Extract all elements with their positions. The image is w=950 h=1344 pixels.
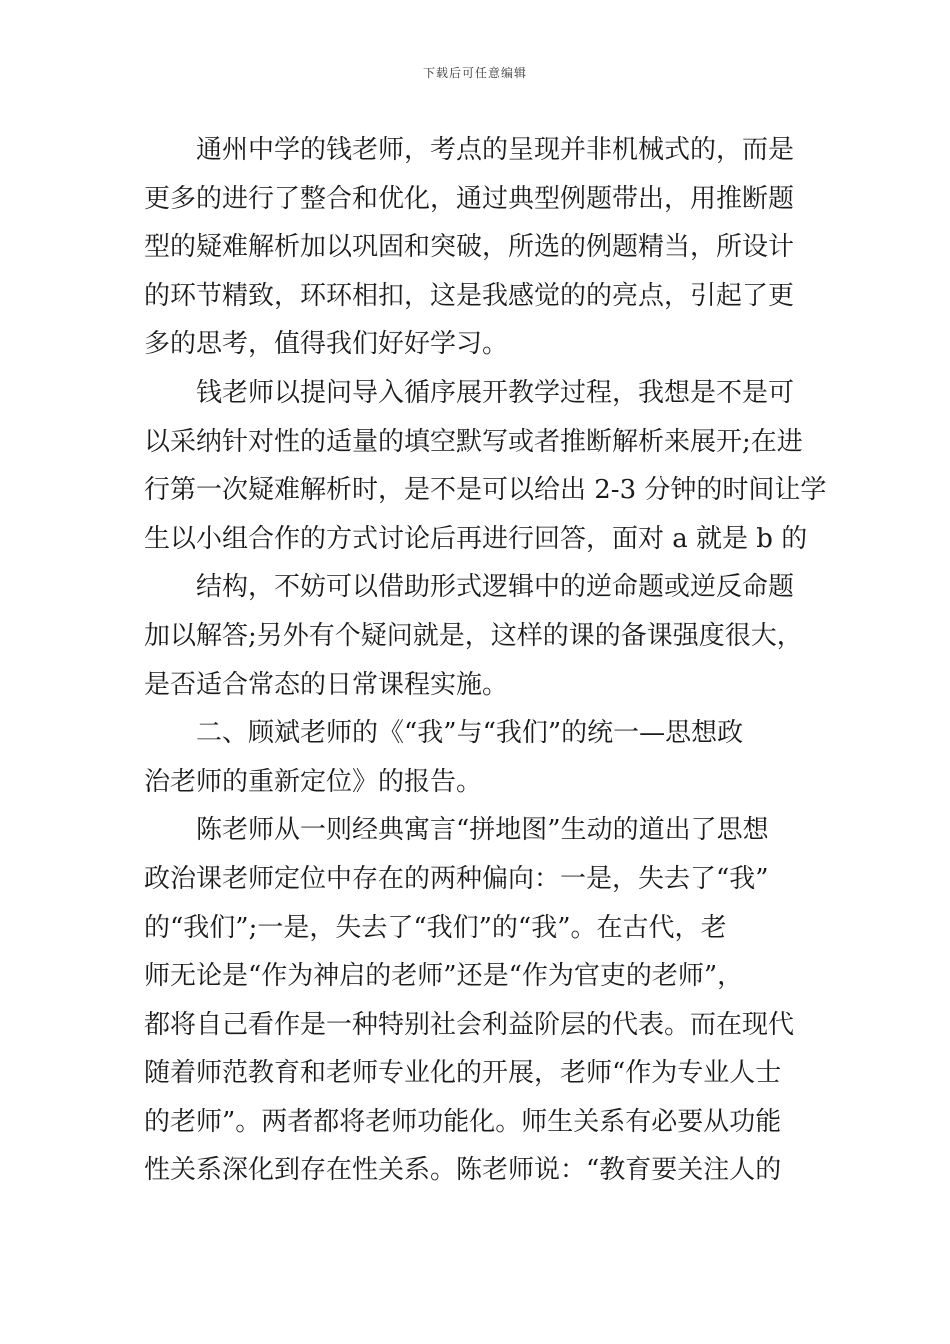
page-header: 下载后可任意编辑 — [422, 66, 527, 80]
text-line: 生以小组合作的方式讨论后再进行回答，面对 a 就是 b 的 — [144, 523, 808, 554]
text-line: 都将自己看作是一种特别社会利益阶层的代表。而在现代 — [144, 1009, 795, 1040]
text-line: 以采纳针对性的适量的填空默写或者推断解析来展开;在进 — [144, 426, 803, 457]
text-line: 师无论是“作为神启的老师”还是“作为官吏的老师”， — [144, 961, 744, 992]
text-line: 二、顾斌老师的《“我”与“我们”的统一—思想政 — [196, 718, 744, 749]
text-line: 型的疑难解析加以巩固和突破，所选的例题精当，所设计 — [144, 232, 795, 263]
text-line: 随着师范教育和老师专业化的开展，老师“作为专业人士 — [144, 1058, 782, 1089]
text-line: 多的思考，值得我们好好学习。 — [144, 329, 509, 360]
text-line: 的老师”。两者都将老师功能化。师生关系有必要从功能 — [144, 1106, 782, 1137]
text-line: 加以解答;另外有个疑问就是，这样的课的备课强度很大， — [144, 620, 803, 651]
text-line: 陈老师从一则经典寓言“拼地图”生动的道出了思想 — [196, 815, 769, 846]
text-line: 钱老师以提问导入循序展开教学过程，我想是不是可 — [196, 377, 795, 408]
document-body — [144, 126, 827, 1195]
text-line: 政治课老师定位中存在的两种偏向：一是，失去了“我” — [144, 863, 769, 894]
text-line: 结构，不妨可以借助形式逻辑中的逆命题或逆反命题 — [196, 572, 795, 603]
text-line: 行第一次疑难解析时，是不是可以给出 2-3 分钟的时间让学 — [144, 475, 827, 506]
text-line: 的“我们”;一是，失去了“我们”的“我”。在古代，老 — [144, 912, 727, 943]
text-line: 通州中学的钱老师，考点的呈现并非机械式的，而是 — [196, 135, 795, 165]
text-line: 性关系深化到存在性关系。陈老师说：“教育要关注人的 — [144, 1155, 782, 1186]
text-line: 的环节精致，环环相扣，这是我感觉的的亮点，引起了更 — [144, 280, 795, 311]
text-line: 是否适合常态的日常课程实施。 — [144, 669, 509, 700]
text-line: 更多的进行了整合和优化，通过典型例题带出，用推断题 — [144, 183, 795, 214]
text-line: 治老师的重新定位》的报告。 — [144, 766, 483, 797]
